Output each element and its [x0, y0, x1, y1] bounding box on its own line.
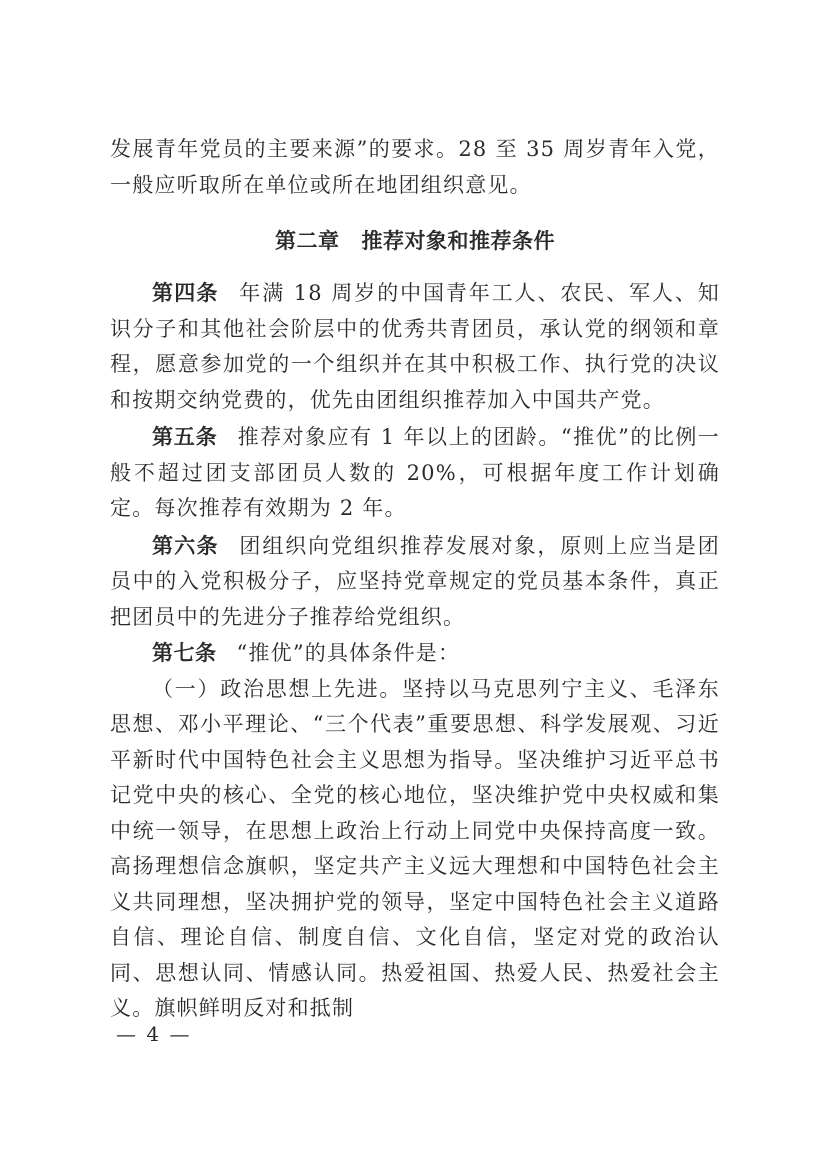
- article-5: [110, 419, 720, 527]
- article-text: 年满 18 周岁的中国青年工人、农民、军人、知识分子和其他社会阶层中的优秀共青团员，承认党的纲领和章程，愿意参加党的一个组织并在其中积极工作、执行党的决议和按期交纳党费的，优先由团组织推荐加入中国共产党。: [110, 281, 721, 412]
- article-text: “推优”的具体条件是：: [236, 641, 461, 665]
- chapter-number: 第二章: [275, 228, 340, 253]
- chapter-title: 推荐对象和推荐条件: [361, 228, 555, 253]
- article-label: 第六条: [152, 532, 219, 558]
- clause-1-paragraph: （一）政治思想上先进。坚持以马克思列宁主义、毛泽东思想、邓小平理论、“三个代表”重要思想、科学发展观、习近平新时代中国特色社会主义思想为指导。坚决维护习近平总书记党中央的核心、全党的核心地位，坚决维护党中央权威和集中统一领导，在思想上政治上行动上同党中央保持高度一致。高扬理想信念旗帜，坚定共产主义远大理想和中国特色社会主义共同理想，坚决拥护党的领导，坚定中国特色社会主义道路自信、理论自信、制度自信、文化自信，坚定对党的政治认同、思想认同、情感认同。热爱祖国、热爱人民、热爱社会主义。旗帜鲜明反对和抵制: [110, 676, 720, 1020]
- article-text: 推荐对象应有 1 年以上的团龄。“推优”的比例一般不超过团支部团员人数的 20%，可根据年度工作计划确定。每次推荐有效期为 2 年。: [110, 425, 721, 520]
- page-number: — 4 —: [116, 1022, 192, 1046]
- article-6: [110, 528, 720, 636]
- article-label: 第四条: [152, 280, 219, 305]
- article-4: [110, 275, 720, 418]
- document-body: [110, 132, 720, 1027]
- article-label: 第五条: [152, 424, 218, 449]
- chapter-heading: [110, 223, 720, 259]
- intro-paragraph: 发展青年党员的主要来源”的要求。28 至 35 周岁青年入党，一般应听取所在单位或所在地团组织意见。: [110, 137, 720, 197]
- article-7: [110, 635, 720, 672]
- article-text: 团组织向党组织推荐发展对象，原则上应当是团员中的入党积极分子，应坚持党章规定的党员基本条件，真正把团员中的先进分子推荐给党组织。: [110, 533, 721, 629]
- article-label: 第七条: [152, 640, 217, 665]
